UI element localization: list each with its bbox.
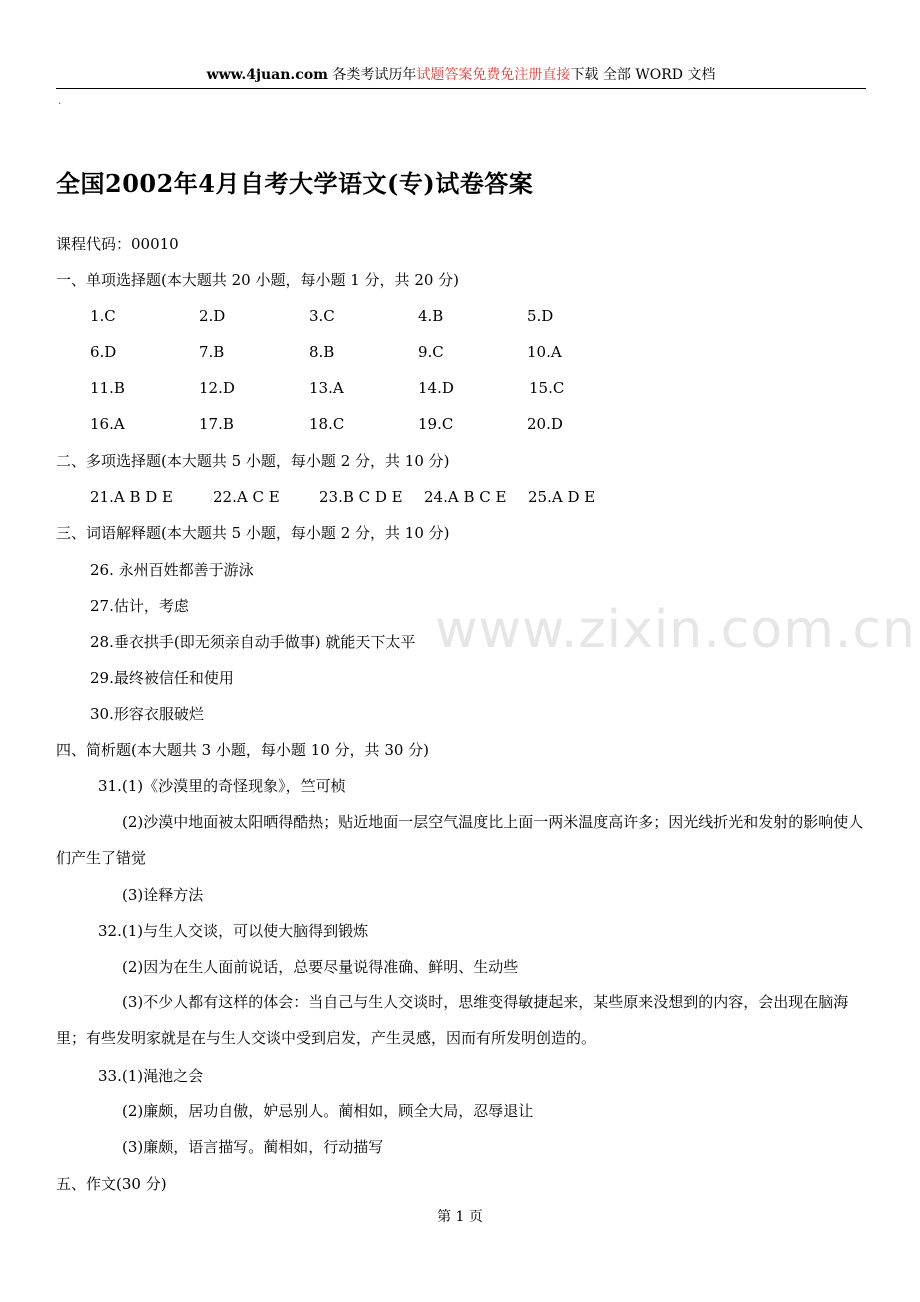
section2-heading: 二、多项选择题(本大题共 5 小题，每小题 2 分，共 10 分) (56, 452, 450, 470)
answer-20: 20.D (527, 415, 563, 433)
answer-33-part3: (3)廉颇，语言描写。蔺相如，行动描写 (122, 1138, 384, 1156)
answer-25: 25.A D E (528, 488, 596, 506)
header-text-b: 下载 全部 WORD 文档 (570, 67, 716, 83)
header-text-a: 各类考试历年 (327, 67, 417, 83)
answer-3: 3.C (309, 307, 335, 325)
answer-27: 27.估计，考虑 (90, 597, 189, 615)
watermark: www.zixin.com.cn (435, 600, 916, 660)
answer-23: 23.B C D E (319, 488, 403, 506)
answer-33-part2: (2)廉颇，居功自傲，妒忌别人。蔺相如，顾全大局，忍辱退让 (122, 1102, 534, 1120)
answer-22: 22.A C E (213, 488, 280, 506)
page-number: 第 1 页 (437, 1209, 483, 1225)
header-site[interactable]: www.4juan.com (206, 67, 328, 83)
answer-4: 4.B (418, 307, 444, 325)
answer-26: 26. 永州百姓都善于游泳 (90, 561, 254, 579)
answer-15: 15.C (529, 379, 565, 397)
answer-13: 13.A (309, 379, 344, 397)
answer-10: 10.A (527, 343, 562, 361)
red-dot-marker: . (58, 96, 62, 107)
answer-31-part2: (2)沙漠中地面被太阳晒得酷热；贴近地面一层空气温度比上面一两米温度高许多；因光线折光和发射的影响使人们产生了错觉 (56, 813, 864, 867)
answer-7: 7.B (199, 343, 225, 361)
section1-heading: 一、单项选择题(本大题共 20 小题，每小题 1 分，共 20 分) (56, 271, 460, 289)
answer-9: 9.C (418, 343, 444, 361)
answer-14: 14.D (418, 379, 454, 397)
answer-5: 5.D (527, 307, 554, 325)
answer-30: 30.形容衣服破烂 (90, 705, 204, 723)
answer-21: 21.A B D E (90, 488, 173, 506)
answer-32-part1: 32.(1)与生人交谈，可以使大脑得到锻炼 (98, 922, 369, 940)
answer-28: 28.垂衣拱手(即无须亲自动手做事) 就能天下太平 (90, 633, 416, 651)
page-header (56, 64, 866, 89)
answer-12: 12.D (199, 379, 235, 397)
header-text-red: 试题答案免费免注册直接 (416, 67, 571, 83)
page-title: 全国2002年4月自考大学语文(专)试卷答案 (56, 169, 534, 198)
section5-heading: 五、作文(30 分) (56, 1175, 167, 1193)
answer-32-part2: (2)因为在生人面前说话，总要尽量说得准确、鲜明、生动些 (122, 958, 519, 976)
answer-8: 8.B (309, 343, 335, 361)
answer-16: 16.A (90, 415, 125, 433)
answer-31-part1: 31.(1)《沙漠里的奇怪现象》，竺可桢 (98, 777, 346, 795)
answer-1: 1.C (90, 307, 116, 325)
answer-24: 24.A B C E (424, 488, 507, 506)
section4-heading: 四、简析题(本大题共 3 小题，每小题 10 分，共 30 分) (56, 741, 430, 759)
answer-6: 6.D (90, 343, 117, 361)
section3-heading: 三、词语解释题(本大题共 5 小题，每小题 2 分，共 10 分) (56, 524, 450, 542)
answer-11: 11.B (90, 379, 125, 397)
answer-17: 17.B (199, 415, 234, 433)
answer-18: 18.C (309, 415, 345, 433)
answer-29: 29.最终被信任和使用 (90, 669, 234, 687)
course-code: 课程代码：00010 (56, 235, 179, 253)
answer-33-part1: 33.(1)渑池之会 (98, 1067, 204, 1085)
answer-32-part3: (3)不少人都有这样的体会：当自己与生人交谈时，思维变得敏捷起来，某些原来没想到的内容，会出现在脑海里；有些发明家就是在与生人交谈中受到启发，产生灵感，因而有所发明创造的。 (56, 993, 849, 1047)
answer-31-part3: (3)诠释方法 (122, 886, 204, 904)
answer-2: 2.D (199, 307, 226, 325)
answer-19: 19.C (418, 415, 454, 433)
